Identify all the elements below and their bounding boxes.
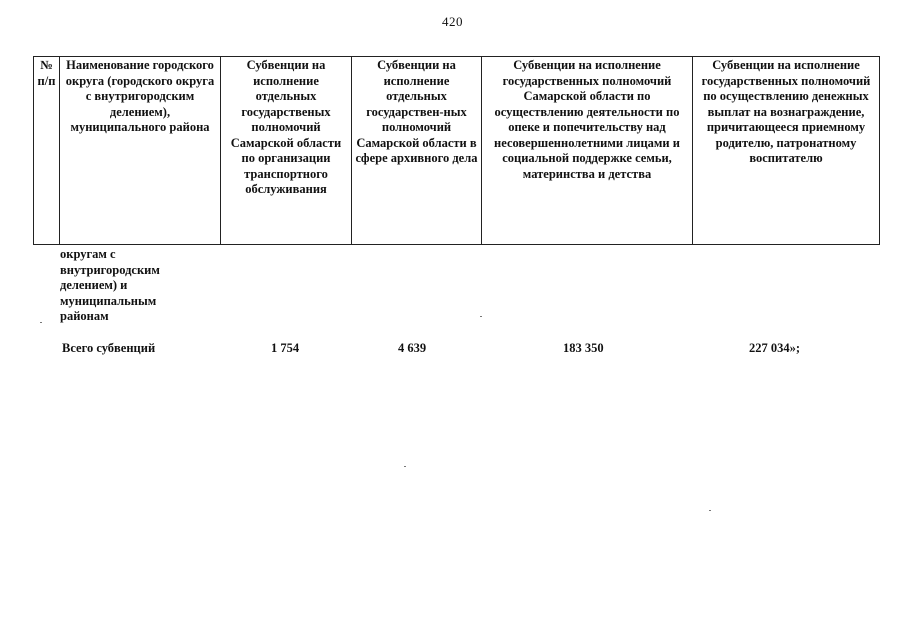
header-row <box>34 57 880 245</box>
total-row <box>0 341 905 359</box>
total-foster-payments-value: 227 034»; <box>749 341 801 355</box>
header-district-name: Наименование городского округа (городского округа с внутригородским делением), муниципального района <box>60 57 221 245</box>
scan-speck <box>709 510 711 511</box>
header-guardianship-subvention: Субвенции на исполнение государственных полномочий Самарской области по осуществлению деятельности по опеке и попечительству над несовершеннолетними лицами и социальной поддержке семьи, материнства и детства <box>482 57 693 245</box>
continued-district-text <box>60 247 200 325</box>
header-transport-subvention: Субвенции на исполнение отдельных государственых полномочий Самарской области по организации транспортного обслуживания <box>221 57 352 245</box>
total-archive-value: 4 639 <box>398 341 427 355</box>
header-row-number: № п/п <box>34 57 60 245</box>
total-label: Всего субвенций <box>62 341 156 355</box>
scan-speck <box>404 466 406 467</box>
scan-speck <box>40 322 42 323</box>
total-guardianship-value: 183 350 <box>563 341 604 355</box>
total-transport-value: 1 754 <box>271 341 300 355</box>
page-number: 420 <box>442 14 463 29</box>
scan-speck <box>480 316 482 317</box>
continued-text: округам с внутригородским делением) и муниципальным районам <box>60 247 160 323</box>
header-foster-payment-subvention: Субвенции на исполнение государственных полномочий по осуществлению денежных выплат на вознаграждение, причитающееся приемному родителю, патронатному воспитателю <box>693 57 880 245</box>
subventions-table-header <box>33 56 880 245</box>
header-archive-subvention: Субвенции на исполнение отдельных государствен-ных полномочий Самарской области в сфере архивного дела <box>352 57 482 245</box>
